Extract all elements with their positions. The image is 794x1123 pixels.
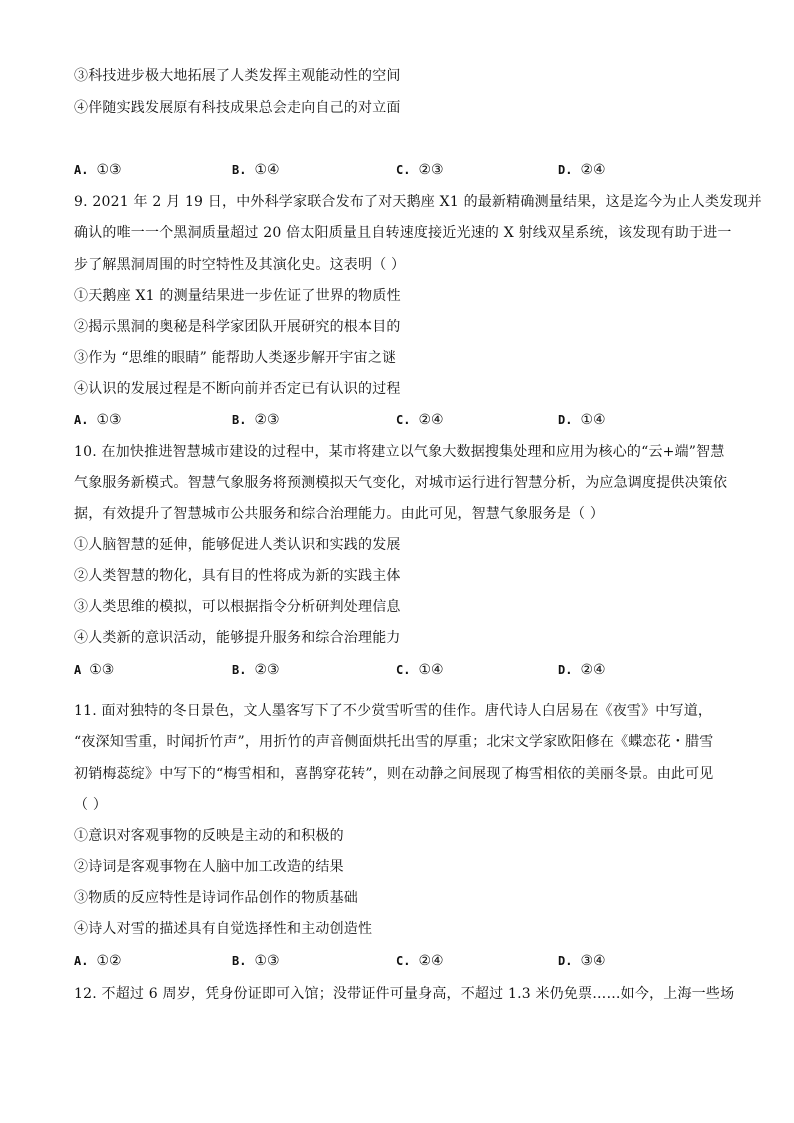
q9-option-d: D. ①④	[558, 412, 606, 428]
q11-options	[74, 951, 724, 971]
q10-option-c: C. ①④	[396, 662, 444, 678]
q12-stem-line-1: 12. 不超过 6 周岁，凭身份证即可入馆；没带证件可量身高，不超过 1.3 米仍免票……如今，上海一些场	[74, 986, 735, 1002]
q11-statement-3: ③物质的反应特性是诗词作品创作的物质基础	[74, 890, 358, 906]
q8-option-d: D. ②④	[558, 162, 606, 178]
q9-stem-line-2: 确认的唯一一个黑洞质量超过 20 倍太阳质量且自转速度接近光速的 X 射线双星系统，该发现有助于进一	[74, 225, 732, 241]
q11-option-a: A. ①②	[74, 953, 122, 969]
q9-statement-2: ②揭示黑洞的奥秘是科学家团队开展研究的根本目的	[74, 319, 401, 335]
q9-option-a: A. ①③	[74, 412, 122, 428]
q10-statement-1: ①人脑智慧的延伸，能够促进人类认识和实践的发展	[74, 537, 401, 553]
q11-stem-line-4: （ ）	[74, 797, 108, 813]
q11-option-c: C. ②④	[396, 953, 444, 969]
q8-option-c: C. ②③	[396, 162, 444, 178]
q11-stem-line-2: “夜深知雪重，时闻折竹声”，用折竹的声音侧面烘托出雪的厚重；北宋文学家欧阳修在《蝶恋花・腊雪	[74, 734, 714, 750]
q8-option-a: A. ①③	[74, 162, 122, 178]
q11-statement-1: ①意识对客观事物的反映是主动的和积极的	[74, 828, 344, 844]
q9-statement-4: ④认识的发展过程是不断向前并否定已有认识的过程	[74, 381, 401, 397]
q10-stem-line-2: 气象服务新模式。智慧气象服务将预测模拟天气变化，对城市运行进行智慧分析，为应急调度提供决策依	[74, 475, 728, 491]
q10-statement-3: ③人类思维的模拟，可以根据指令分析研判处理信息	[74, 599, 401, 615]
q11-stem-line-1: 11. 面对独特的冬日景色，文人墨客写下了不少赏雪听雪的佳作。唐代诗人白居易在《夜雪》中写道，	[74, 703, 713, 719]
q11-option-d: D. ③④	[558, 953, 606, 969]
q9-option-c: C. ②④	[396, 412, 444, 428]
q10-statement-2: ②人类智慧的物化，具有目的性将成为新的实践主体	[74, 568, 401, 584]
q10-stem-line-1: 10. 在加快推进智慧城市建设的过程中，某市将建立以气象大数据搜集处理和应用为核心的“云+端”智慧	[74, 444, 725, 460]
q9-stem-line-1: 9. 2021 年 2 月 19 日，中外科学家联合发布了对天鹅座 X1 的最新精确测量结果，这是迄今为止人类发现并	[74, 194, 762, 210]
q11-option-b: B. ①③	[232, 953, 280, 969]
q9-statement-1: ①天鹅座 X1 的测量结果进一步佐证了世界的物质性	[74, 288, 401, 304]
q10-option-d: D. ②④	[558, 662, 606, 678]
q11-statement-4: ④诗人对雪的描述具有自觉选择性和主动创造性	[74, 921, 373, 937]
q9-statement-3: ③作为 “思维的眼睛” 能帮助人类逐步解开宇宙之谜	[74, 350, 397, 366]
q10-option-a: A ①③	[74, 662, 115, 678]
q8-statement-2: ③科技进步极大地拓展了人类发挥主观能动性的空间	[74, 68, 401, 84]
q8-options	[74, 160, 724, 180]
q10-options	[74, 660, 724, 680]
q11-stem-line-3: 初销梅蕊绽》中写下的“梅雪相和，喜鹊穿花转”，则在动静之间展现了梅雪相依的美丽冬景。由此可见	[74, 766, 714, 782]
q8-option-b: B. ①④	[232, 162, 280, 178]
q10-stem-line-3: 据，有效提升了智慧城市公共服务和综合治理能力。由此可见，智慧气象服务是（ ）	[74, 506, 605, 522]
q8-statement-3: ④伴随实践发展原有科技成果总会走向自己的对立面	[74, 100, 401, 116]
q9-option-b: B. ②③	[232, 412, 280, 428]
q10-statement-4: ④人类新的意识活动，能够提升服务和综合治理能力	[74, 630, 401, 646]
q9-stem-line-3: 步了解黑洞周围的时空特性及其演化史。这表明（ ）	[74, 257, 406, 273]
q9-options	[74, 410, 724, 430]
q10-option-b: B. ②③	[232, 662, 280, 678]
q11-statement-2: ②诗词是客观事物在人脑中加工改造的结果	[74, 859, 344, 875]
